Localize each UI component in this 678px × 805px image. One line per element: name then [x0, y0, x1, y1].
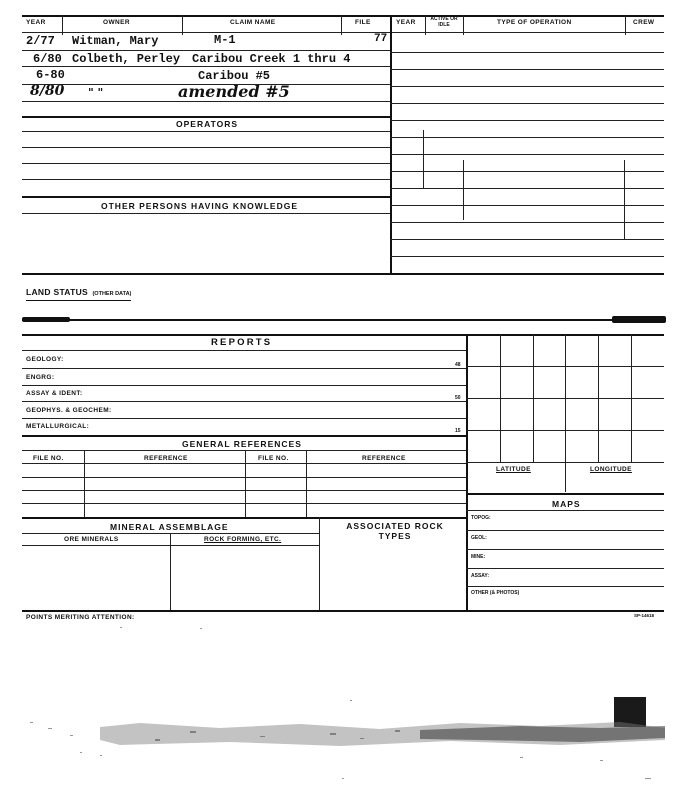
maps-heading: MAPS [552, 499, 581, 509]
form-id: SP-14618 [634, 613, 655, 618]
col-header-year: YEAR [26, 19, 46, 26]
owner-row-3-claim: Caribou #5 [198, 69, 271, 83]
owner-row-3-year: 6-80 [36, 68, 65, 82]
col-header-crew: CREW [633, 19, 655, 26]
col-header-year-2: YEAR [396, 19, 416, 26]
maps-label-other: OTHER (& PHOTOS) [471, 590, 520, 596]
col-header-owner: OWNER [103, 19, 130, 26]
points-meriting-attention-label: POINTS MERITING ATTENTION: [26, 614, 135, 621]
report-num-metallurgical: 15 [455, 428, 461, 434]
gen-ref-header-reference-2: REFERENCE [362, 455, 406, 462]
report-label-assay: ASSAY & IDENT: [26, 390, 83, 397]
owner-row-2-year: 6/80 [33, 52, 62, 66]
report-label-metallurgical: METALLURGICAL: [26, 423, 90, 430]
col-header-type-of-operation: TYPE OF OPERATION [497, 19, 572, 26]
mineral-header-rock: ROCK FORMING, ETC. [204, 536, 282, 543]
latitude-label: LATITUDE [496, 466, 531, 473]
gen-ref-header-reference-1: REFERENCE [144, 455, 188, 462]
col-header-active-idle: ACTIVE OR IDLE [430, 16, 458, 28]
owner-row-1-file: 77 [374, 33, 388, 45]
report-num-geology: 48 [455, 362, 461, 368]
mineral-assemblage-heading: MINERAL ASSEMBLAGE [110, 522, 229, 532]
mineral-header-ore: ORE MINERALS [64, 536, 119, 543]
maps-label-topog: TOPOG: [471, 515, 491, 521]
col-header-claim-name: CLAIM NAME [230, 19, 276, 26]
other-persons-heading: OTHER PERSONS HAVING KNOWLEDGE [101, 201, 299, 211]
maps-label-mine: MINE: [471, 554, 486, 560]
owner-row-4-year: 8/80 [30, 83, 65, 99]
maps-label-geol: GEOL: [471, 535, 487, 541]
maps-label-assay: ASSAY: [471, 573, 490, 579]
report-label-geology: GEOLOGY: [26, 356, 64, 363]
gen-ref-header-file-no-2: FILE NO. [258, 455, 289, 462]
col-header-file: FILE [355, 19, 371, 26]
owner-row-1-claim: M-1 [214, 33, 236, 47]
owner-row-4-claim: amended #5 [178, 82, 290, 101]
report-num-assay: 50 [455, 395, 461, 401]
associated-rock-types-heading: ASSOCIATED ROCK TYPES [346, 521, 444, 541]
gen-ref-header-file-no-1: FILE NO. [33, 455, 64, 462]
general-references-heading: GENERAL REFERENCES [182, 439, 302, 449]
owner-row-2-claim: Caribou Creek 1 thru 4 [192, 52, 351, 66]
longitude-label: LONGITUDE [590, 466, 632, 473]
owner-row-1-owner: Witman, Mary [72, 34, 159, 48]
land-status-heading: LAND STATUS (OTHER DATA) [26, 282, 131, 301]
owner-row-2-owner: Colbeth, Perley [72, 52, 181, 66]
operators-heading: OPERATORS [176, 119, 239, 129]
scan-specks [30, 627, 651, 779]
owner-row-4-owner-ditto: " " [88, 86, 104, 99]
reports-heading: REPORTS [211, 337, 273, 348]
owner-row-1-year: 2/77 [26, 34, 55, 48]
report-label-engrg: ENGRG: [26, 374, 55, 381]
report-label-geophys: GEOPHYS. & GEOCHEM: [26, 407, 112, 414]
